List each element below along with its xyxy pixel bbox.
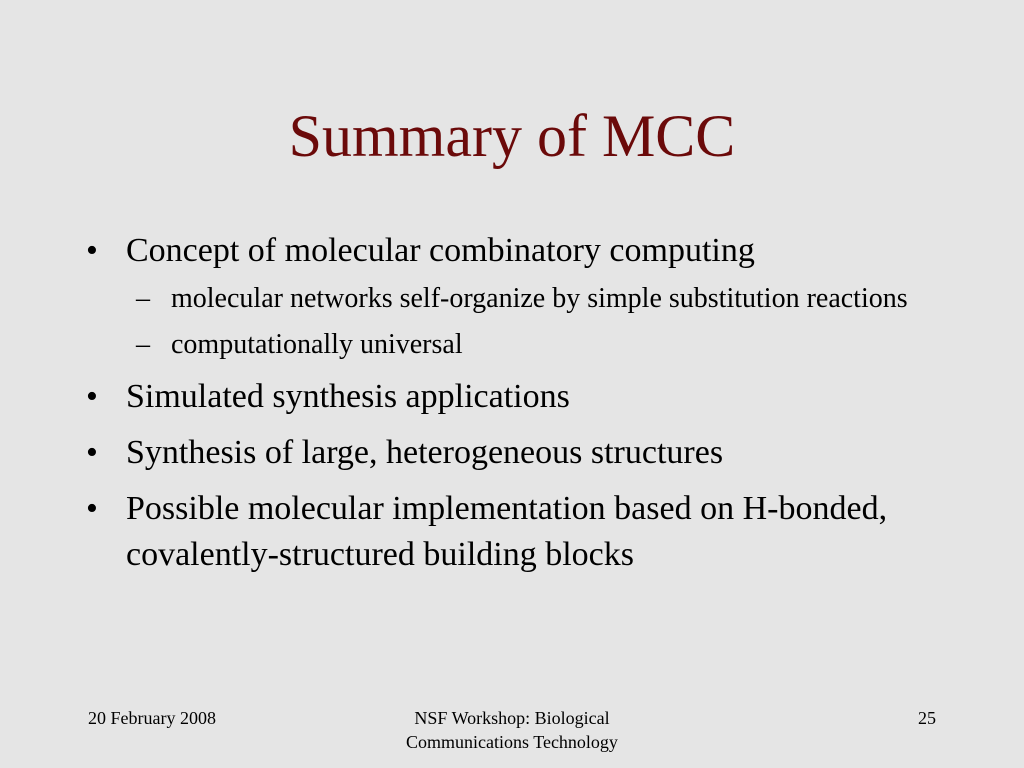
sub-bullet-text: molecular networks self-organize by simple substitution reactions: [171, 283, 908, 314]
bullet-marker: •: [86, 232, 98, 269]
bullet-item: [80, 374, 950, 420]
slide-title: Summary of MCC: [288, 103, 736, 169]
bullet-item: [80, 430, 950, 476]
bullet-item: [80, 486, 950, 578]
bullet-marker: •: [86, 434, 98, 471]
bullet-marker: •: [86, 378, 98, 415]
bullet-item: [80, 228, 950, 274]
sub-bullet-item: [80, 324, 950, 366]
bullet-text: Simulated synthesis applications: [126, 378, 570, 415]
bullet-marker: •: [86, 490, 98, 527]
slide-body: [80, 228, 950, 578]
footer-date: 20 February 2008: [88, 708, 216, 728]
bullet-text: Synthesis of large, heterogeneous structures: [126, 434, 724, 471]
sub-bullet-text: computationally universal: [171, 329, 463, 360]
footer-event: NSF Workshop: Biological Communications Technology: [406, 708, 618, 752]
sub-bullet-marker: –: [136, 283, 150, 314]
page-number: 25: [918, 708, 936, 728]
bullet-text: Possible molecular implementation based on H-bonded, covalently-structured building blocks: [126, 490, 888, 573]
bullet-text: Concept of molecular combinatory computing: [126, 232, 755, 269]
sub-bullet-marker: –: [136, 329, 150, 360]
sub-bullet-item: [80, 278, 950, 320]
